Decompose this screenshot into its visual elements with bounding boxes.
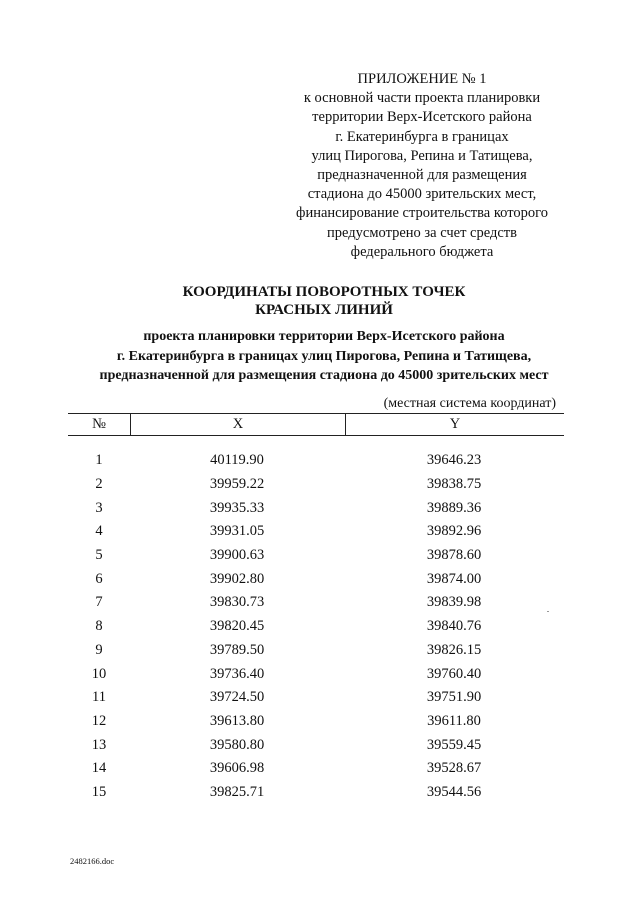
cell-y: 39760.40 <box>426 665 482 682</box>
cell-y: 39646.23 <box>426 452 482 469</box>
cell-y: 39559.45 <box>426 736 482 753</box>
cell-number: 13 <box>91 736 107 753</box>
cell-y: 39839.98 <box>426 594 482 611</box>
table-body <box>68 449 564 804</box>
header-x: X <box>131 414 346 435</box>
document-title <box>60 283 588 319</box>
cell-number: 4 <box>95 523 103 540</box>
table-row <box>68 639 564 663</box>
cell-y: 39892.96 <box>426 523 482 540</box>
scan-speck <box>547 611 549 612</box>
table-row <box>68 544 564 568</box>
footer-file-name: 2482166.doc <box>70 856 115 866</box>
cell-x: 40119.90 <box>210 452 264 469</box>
cell-number: 12 <box>91 712 107 729</box>
appendix-line: г. Екатеринбурга в границах <box>335 128 509 145</box>
table-row <box>68 449 564 473</box>
cell-x: 39789.50 <box>209 641 265 658</box>
cell-number: 5 <box>95 547 103 564</box>
cell-x: 39935.33 <box>209 499 265 516</box>
table-row <box>68 473 564 497</box>
subtitle-line: предназначенной для размещения стадиона до 45000 зрительских мест <box>99 368 549 383</box>
table-row <box>68 496 564 520</box>
table-row <box>68 615 564 639</box>
cell-number: 11 <box>92 689 106 706</box>
cell-y: 39751.90 <box>426 689 482 706</box>
cell-y: 39611.80 <box>427 712 481 729</box>
cell-y: 39544.56 <box>426 783 482 800</box>
cell-number: 15 <box>91 783 107 800</box>
table-row <box>68 710 564 734</box>
cell-x: 39736.40 <box>209 665 265 682</box>
cell-number: 9 <box>95 641 103 658</box>
appendix-line: финансирование строительства которого <box>296 205 548 222</box>
cell-x: 39902.80 <box>209 570 265 587</box>
appendix-line: ПРИЛОЖЕНИЕ № 1 <box>357 71 487 87</box>
table-row <box>68 567 564 591</box>
appendix-line: стадиона до 45000 зрительских мест, <box>307 186 537 203</box>
cell-x: 39931.05 <box>209 523 265 540</box>
table-row <box>68 757 564 781</box>
cell-number: 8 <box>95 618 103 635</box>
table-header <box>68 413 564 436</box>
title-line: КООРДИНАТЫ ПОВОРОТНЫХ ТОЧЕК <box>182 284 466 300</box>
appendix-line: предназначенной для размещения <box>317 167 527 184</box>
coordinate-system-note: (местная система координат) <box>383 396 556 411</box>
cell-y: 39840.76 <box>426 618 482 635</box>
table-row <box>68 733 564 757</box>
appendix-line: предусмотрено за счет средств <box>327 224 517 241</box>
coordinates-table <box>68 413 564 804</box>
header-number: № <box>68 414 131 435</box>
cell-x: 39606.98 <box>209 760 265 777</box>
cell-y: 39826.15 <box>426 641 482 658</box>
table-row <box>68 686 564 710</box>
cell-x: 39959.22 <box>209 476 265 493</box>
appendix-line: к основной части проекта планировки <box>303 90 541 107</box>
table-row <box>68 781 564 805</box>
appendix-block <box>270 70 574 262</box>
cell-number: 6 <box>95 570 103 587</box>
cell-number: 10 <box>91 665 107 682</box>
cell-number: 3 <box>95 499 103 516</box>
cell-y: 39528.67 <box>426 760 482 777</box>
cell-x: 39724.50 <box>209 689 265 706</box>
cell-x: 39825.71 <box>209 783 265 800</box>
cell-number: 7 <box>95 594 103 611</box>
header-y: Y <box>449 416 461 432</box>
subtitle-line: проекта планировки территории Верх-Исетского района <box>143 329 505 344</box>
cell-x: 39830.73 <box>209 594 265 611</box>
subtitle-line: г. Екатеринбурга в границах улиц Пирогова, Репина и Татищева, <box>116 348 532 364</box>
cell-y: 39838.75 <box>426 476 482 493</box>
cell-number: 2 <box>95 476 103 493</box>
appendix-line: территории Верх-Исетского района <box>312 109 532 126</box>
cell-number: 14 <box>91 760 107 777</box>
cell-y: 39889.36 <box>426 499 482 516</box>
table-row <box>68 520 564 544</box>
cell-x: 39613.80 <box>209 712 265 729</box>
title-line: КРАСНЫХ ЛИНИЙ <box>255 302 393 318</box>
table-row <box>68 591 564 615</box>
cell-x: 39820.45 <box>209 618 265 635</box>
document-subtitle <box>60 327 588 386</box>
table-row <box>68 662 564 686</box>
cell-y: 39878.60 <box>426 547 482 564</box>
cell-number: 1 <box>95 452 103 469</box>
cell-x: 39580.80 <box>209 736 265 753</box>
cell-y: 39874.00 <box>426 570 482 587</box>
cell-x: 39900.63 <box>209 547 265 564</box>
appendix-line: федерального бюджета <box>350 243 494 260</box>
appendix-line: улиц Пирогова, Репина и Татищева, <box>311 147 533 164</box>
